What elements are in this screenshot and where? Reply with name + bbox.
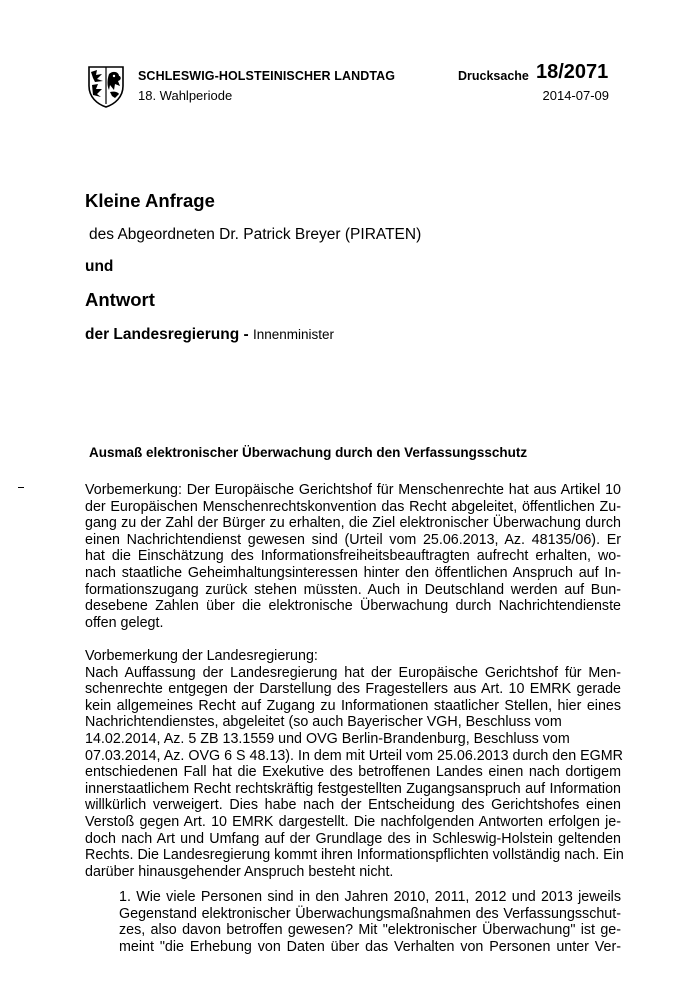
respondent-ministry: Innenminister — [252, 327, 335, 342]
respondent-government: der Landesregierung - — [85, 326, 249, 343]
preliminary-remark — [85, 482, 621, 631]
text-line: innerstaatlichem Recht rechtskräftig festgestellten Zugangsanspruch auf Information — [85, 780, 621, 797]
text-line: einen Nachrichtendienst gewesen sind (Urteil vom 25.06.2013, Az. 48135/06). Er — [85, 531, 621, 548]
coat-of-arms-logo — [85, 64, 127, 108]
margin-mark — [18, 487, 24, 488]
text-line: Verstoß gegen Art. 10 EMRK dargestellt. Die nachfolgenden Antworten erfolgen je- — [85, 813, 621, 830]
government-remark — [85, 648, 624, 880]
text-line: meint "die Erhebung von Daten über das Verhalten von Personen unter Ver- — [119, 938, 621, 955]
drucksache-number: 18/2071 — [536, 61, 609, 83]
respondent-line — [85, 326, 334, 344]
heading-antwort: Antwort — [85, 289, 155, 310]
text-line: darüber hinausgehender Anspruch besteht nicht. — [85, 863, 394, 880]
text-line: Rechts. Die Landesregierung kommt ihren Informationspflichten vollständig nach. Ein — [85, 847, 624, 864]
subject-heading: Ausmaß elektronischer Überwachung durch den Verfassungsschutz — [89, 445, 528, 460]
text-line: zes, also davon betroffen gewesen? Mit "elektronischer Überwachung" ist ge- — [119, 922, 621, 939]
text-line: Nachrichtendienstes, abgeleitet (so auch Bayerischer VGH, Beschluss vom — [85, 714, 562, 731]
text-line: Vorbemerkung der Landesregierung: — [85, 648, 318, 664]
text-line: der Europäischen Menschenrechtskonvention das Recht abgeleitet, öffentlichen Zu- — [85, 498, 621, 515]
document-date: 2014-07-09 — [542, 88, 609, 103]
text-line: kein allgemeines Recht auf Zugang zu Informationen staatlicher Stellen, hier eines — [85, 697, 621, 714]
text-line: 14.02.2014, Az. 5 ZB 13.1559 und OVG Berlin-Brandenburg, Beschluss vom — [85, 730, 570, 747]
text-line: nach staatliche Geheimhaltungsinteressen hinter den öffentlichen Anspruch auf In- — [85, 564, 621, 581]
text-line: willkürlich verweigert. Dies habe nach der Entscheidung des Gerichtshofes einen — [85, 797, 621, 814]
text-line: Vorbemerkung: Der Europäische Gerichtshof für Menschenrechte hat aus Artikel 10 — [85, 482, 621, 498]
author-line: des Abgeordneten Dr. Patrick Breyer (PIRATEN) — [89, 226, 422, 243]
text-line: desebene Zahlen über die elektronische Überwachung durch Nachrichtendienste — [85, 598, 621, 615]
question-1 — [119, 889, 621, 955]
text-line: hat die Einschätzung des Informationsfreiheitsbeauftragten aufrecht erhalten, wo- — [85, 548, 621, 565]
text-line: 1. Wie viele Personen sind in den Jahren 2010, 2011, 2012 und 2013 jeweils — [119, 889, 621, 905]
parliament-name: SCHLESWIG-HOLSTEINISCHER LANDTAG — [138, 69, 396, 83]
text-line: doch nach Art und Umfang auf der Grundlage des in Schleswig-Holstein geltenden — [85, 830, 621, 847]
text-line: Nach Auffassung der Landesregierung hat der Europäische Gerichtshof für Men- — [85, 664, 621, 681]
text-line: offen gelegt. — [85, 614, 164, 631]
heading-kleine-anfrage: Kleine Anfrage — [85, 190, 215, 211]
drucksache-label: Drucksache — [458, 69, 529, 83]
text-line: Gegenstand elektronischer Überwachungsmaßnahmen des Verfassungsschut- — [119, 905, 621, 922]
text-line: 07.03.2014, Az. OVG 6 S 48.13). In dem mit Urteil vom 25.06.2013 durch den EGMR — [85, 747, 624, 764]
text-line: schenrechte entgegen der Darstellung des Fragestellers aus Art. 10 EMRK gerade — [85, 681, 621, 698]
conjunction-und: und — [85, 258, 114, 275]
text-line: gang zu der Zahl der Bürger zu erhalten, die Ziel elektronischer Überwachung durch — [85, 515, 621, 532]
text-line: formationszugang zurück stehen müssten. Auch in Deutschland werden auf Bun- — [85, 581, 621, 598]
legislative-period: 18. Wahlperiode — [138, 88, 233, 103]
text-line: entschiedenen Fall hat die Exekutive des betroffenen Landes einen nach dortigem — [85, 764, 621, 781]
